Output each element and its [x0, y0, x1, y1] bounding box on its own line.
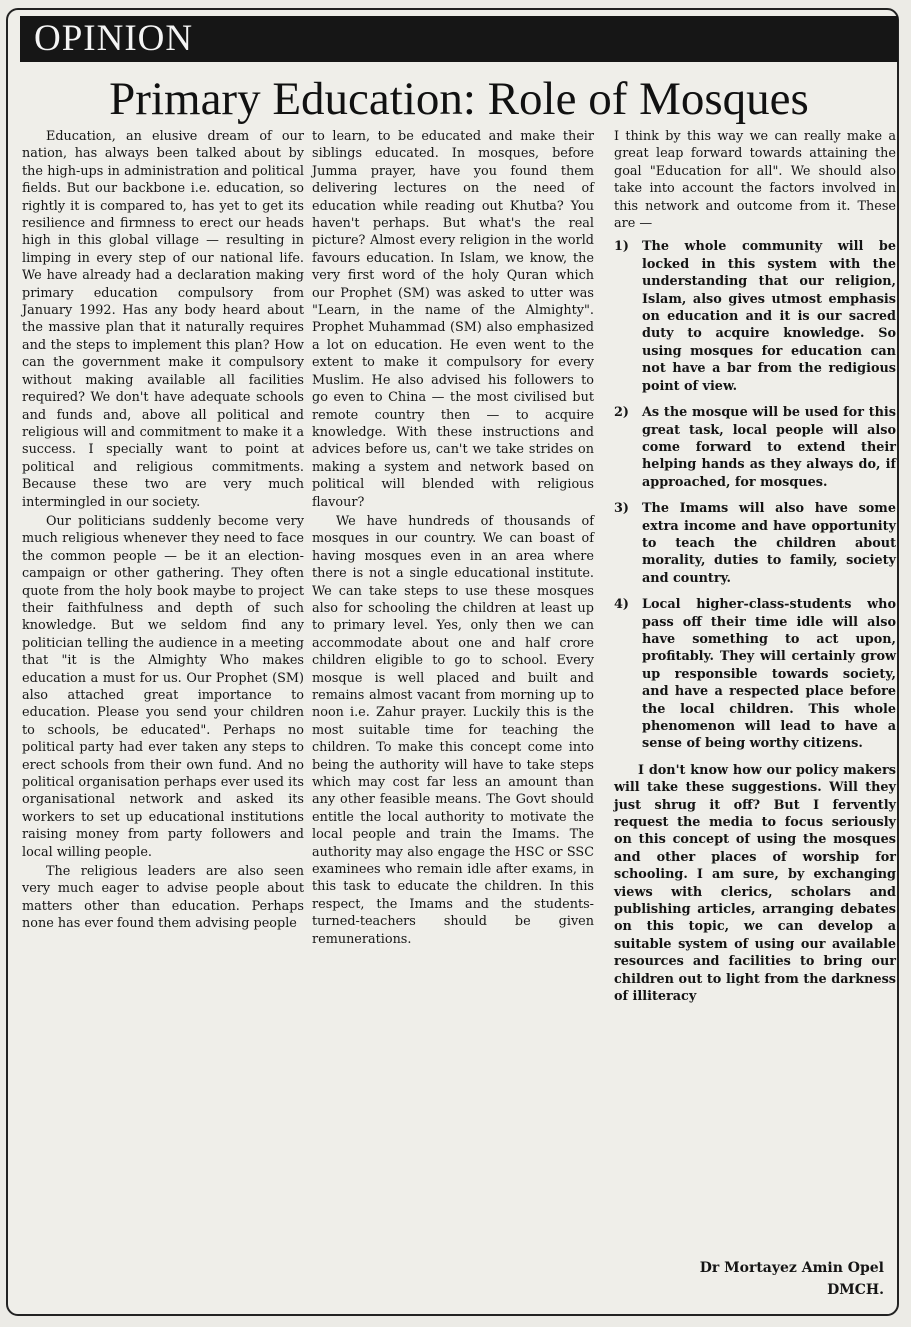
- points-list: [614, 238, 896, 752]
- paragraph: We have hundreds of thousands of mosques in our country. We can boast of having mosques even in an area where there is not a single educational institute. We can take steps to use these mosques also for schooling the children at least up to primary level. Yes, only then we can accommodate about one and half crore children eligible to go to school. Every mosque is well placed and built and remains almost vacant from morning up to noon i.e. Zahur prayer. Luckily this is the most suitable time for teaching the children. To make this concept come into being the authority will have to take steps which may cost far less an amount than any other feasible means. The Govt should entitle the local authority to motivate the local people and train the Imams. The authority may also engage the HSC or SSC examinees who remain idle after exams, in this task to educate the children. In this respect, the Imams and the students-turned-teachers should be given remunerations.: [312, 513, 594, 947]
- list-number: 3): [614, 501, 629, 517]
- list-text: The whole community will be locked in this system with the understanding that our religion, Islam, also gives utmost emphasis on education and it is our sacred duty to acquire knowledge. So using mosques for education can not have a bar from the redigious point of view.: [642, 239, 896, 394]
- list-text: The Imams will also have some extra income and have opportunity to teach the children about morality, duties to family, society and country.: [642, 501, 896, 586]
- list-text: As the mosque will be used for this great task, local people will also come forward to extend their helping hands as they always do, if approached, for mosques.: [642, 405, 896, 490]
- paragraph: to learn, to be educated and make their siblings educated. In mosques, before Jumma prayer, have you found them delivering lectures on the need of education while reading out Khutba? You haven't perhaps. But what's the real picture? Almost every religion in the world favours education. In Islam, we know, the very first word of the holy Quran which our Prophet (SM) was asked to utter was "Learn, in the name of the Almighty". Prophet Muhammad (SM) also emphasized a lot on education. He even went to the extent to make it compulsory for every Muslim. He also advised his followers to go even to China — the most civilised but remote country then — to acquire knowledge. With these instructions and advices before us, can't we take strides on making a system and network based on political will blended with religious flavour?: [312, 129, 594, 510]
- section-banner: OPINION: [20, 16, 898, 62]
- article-column-1: [22, 128, 304, 933]
- list-item: [614, 596, 896, 753]
- list-number: 1): [614, 239, 629, 255]
- paragraph: Education, an elusive dream of our nation, has always been talked about by the high-ups in administration and political fields. But our backbone i.e. education, so rightly it is compared to, has yet to get its resilience and firmness to erect our heads high in this global village — resulting in limping in every step of our national life. We have already had a declaration making primary education compulsory from January 1992. Has any body heard about the massive plan that it naturally requires and the steps to implement this plan? How can the government make it compulsory without making available all facilities required? We don't have adequate schools and funds and, above all political and religious will and commitment to make it a success. I specially want to point at political and religious commitments. Because these two are very much intermingled in our society.: [22, 129, 304, 510]
- paragraph: I think by this way we can really make a great leap forward towards attaining the goal "Education for all". We should also take into account the factors involved in this network and outcome from it. These are —: [614, 129, 896, 232]
- list-text: Local higher-class-students who pass off their time idle will also have something to act upon, profitably. They will certainly grow up responsible towards society, and have a respected place before the local children. This whole phenomenon will lead to have a sense of being worthy citizens.: [642, 597, 896, 752]
- list-item: [614, 238, 896, 395]
- article-column-2: [312, 128, 594, 948]
- list-number: 2): [614, 405, 629, 421]
- paragraph: Our politicians suddenly become very much religious whenever they need to face the common people — be it an election-campaign or other gathering. They often quote from the holy book maybe to project their faithfulness and depth of such knowledge. But we seldom find any politician telling the audience in a meeting that "it is the Almighty Who makes education a must for us. Our Prophet (SM) also attached great importance to education. Please you send your children to schools, be educated". Perhaps no political party had ever taken any steps to erect schools from their own fund. And no political organisation perhaps ever used its organisational network and asked its workers to set up educational institutions raising money from party followers and local willing people.: [22, 513, 304, 860]
- author-name: Dr Mortayez Amin Opel: [699, 1260, 884, 1276]
- list-item: [614, 404, 896, 491]
- paragraph: I don't know how our policy makers will take these suggestions. Will they just shrug it off? But I fervently request the media to focus seriously on this concept of using the mosques and other places of worship for schooling. I am sure, by exchanging views with clerics, scholars and publishing articles, arranging debates on this topic, we can develop a suitable system of using our available resources and facilities to bring our children out to light from the darkness of illiteracy: [614, 762, 896, 1005]
- author-affiliation: DMCH.: [827, 1282, 884, 1298]
- paragraph: The religious leaders are also seen very much eager to advise people about matters other than education. Perhaps none has ever found them advising people: [22, 864, 304, 932]
- list-number: 4): [614, 597, 629, 613]
- article-column-3: [614, 128, 896, 1006]
- list-item: [614, 500, 896, 587]
- byline: [614, 1257, 884, 1301]
- article-headline: Primary Education: Role of Mosques: [109, 73, 809, 125]
